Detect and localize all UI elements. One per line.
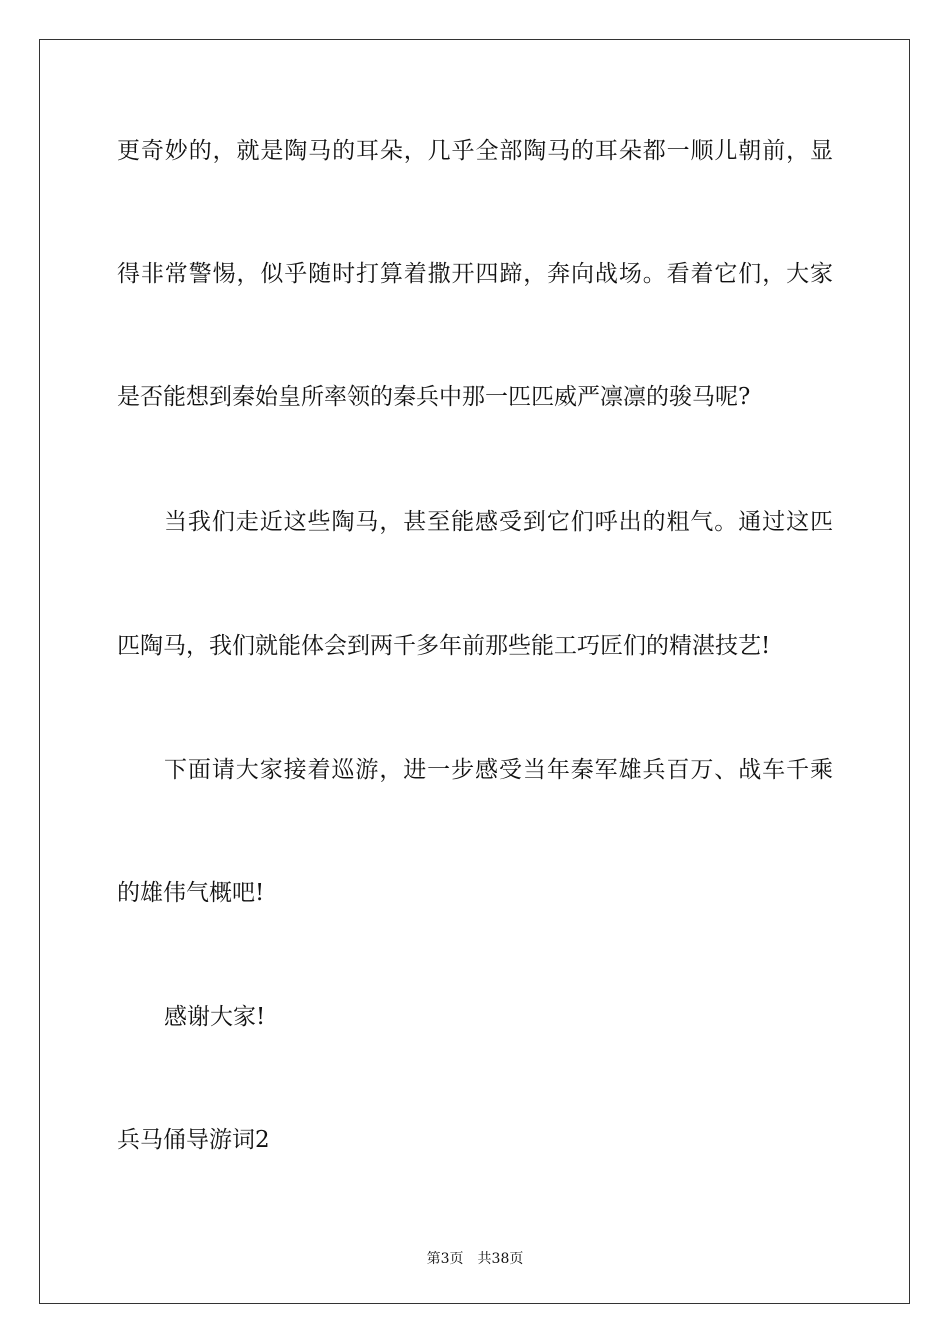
page-number: 第3页 bbox=[426, 1251, 464, 1267]
paragraph-line-4: 当我们走近这些陶马，甚至能感受到它们呼出的粗气。通过这匹 bbox=[164, 509, 833, 535]
section-heading: 兵马俑导游词2 bbox=[117, 1127, 270, 1153]
page-footer bbox=[0, 1248, 950, 1268]
paragraph-line-2: 得非常警惕，似乎随时打算着撒开四蹄，奔向战场。看着它们，大家 bbox=[117, 261, 833, 287]
paragraph-line-8: 感谢大家! bbox=[164, 1004, 266, 1030]
paragraph-line-1: 更奇妙的，就是陶马的耳朵，几乎全部陶马的耳朵都一顺儿朝前，显 bbox=[117, 138, 833, 164]
paragraph-line-3: 是否能想到秦始皇所率领的秦兵中那一匹匹威严凛凛的骏马呢? bbox=[117, 384, 751, 410]
paragraph-line-5: 匹陶马，我们就能体会到两千多年前那些能工巧匠们的精湛技艺! bbox=[117, 633, 771, 659]
page-border bbox=[39, 39, 910, 1304]
paragraph-line-7: 的雄伟气概吧! bbox=[117, 880, 265, 906]
paragraph-line-6: 下面请大家接着巡游，进一步感受当年秦军雄兵百万、战车千乘 bbox=[164, 757, 833, 783]
page-total: 共38页 bbox=[477, 1251, 524, 1267]
